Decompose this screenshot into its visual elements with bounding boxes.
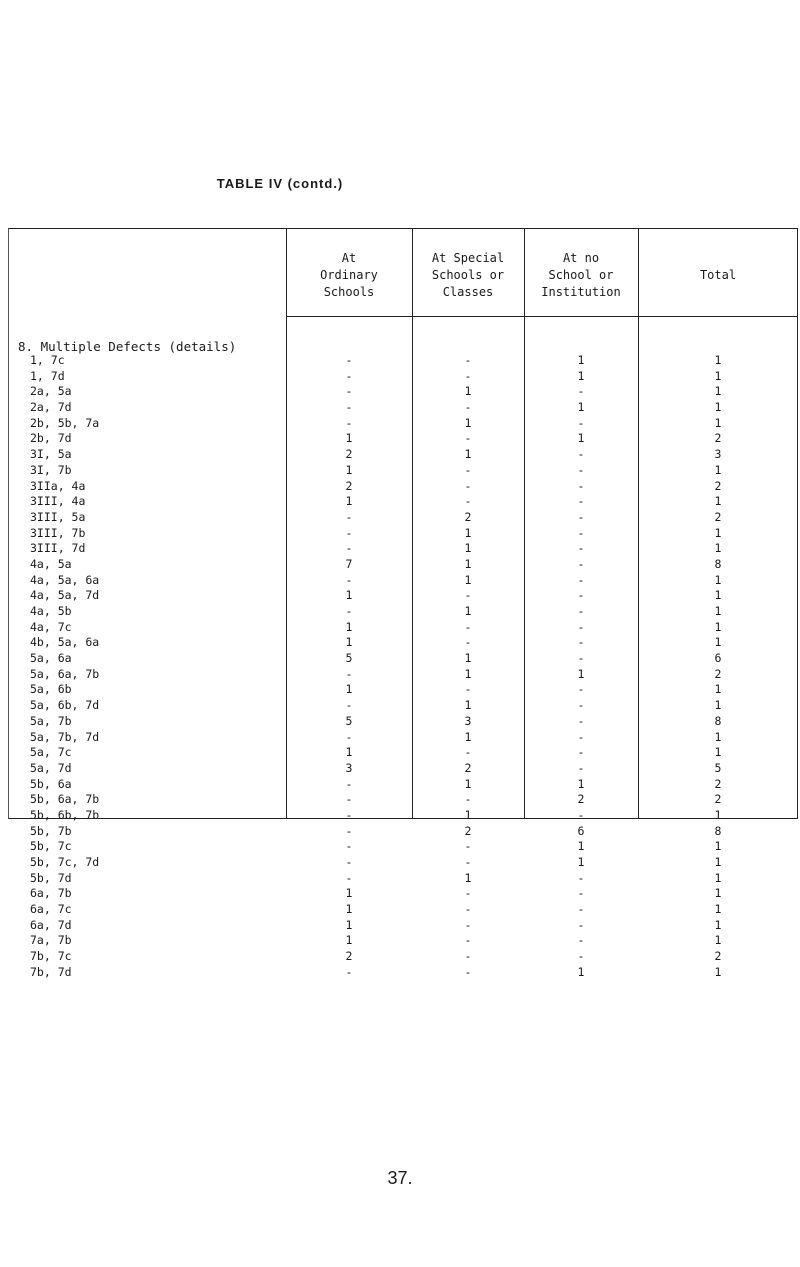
table-row — [0, 510, 800, 526]
row-label: 3III, 7b — [30, 525, 86, 540]
cell-special-schools: 1 — [464, 572, 472, 587]
column-header-line: Schools or — [431, 268, 505, 282]
cell-total: 1 — [714, 588, 722, 603]
cell-total: 1 — [714, 745, 722, 760]
row-label: 2a, 5a — [30, 384, 72, 399]
cell-ordinary-schools: - — [345, 698, 353, 713]
cell-ordinary-schools: - — [345, 384, 353, 399]
cell-total: 1 — [714, 839, 722, 854]
table-row — [0, 933, 800, 949]
cell-total: 1 — [714, 541, 722, 556]
cell-total: 1 — [714, 400, 722, 415]
cell-total: 1 — [714, 698, 722, 713]
table-row — [0, 745, 800, 761]
row-label: 5b, 6b, 7b — [30, 807, 100, 822]
table-row — [0, 667, 800, 683]
cell-special-schools: - — [464, 635, 472, 650]
table-row — [0, 824, 800, 840]
cell-ordinary-schools: - — [345, 776, 353, 791]
cell-ordinary-schools: - — [345, 823, 353, 838]
cell-total: 1 — [714, 353, 722, 367]
cell-special-schools: - — [464, 353, 472, 367]
table-row — [0, 431, 800, 447]
row-label: 7b, 7c — [30, 949, 72, 964]
row-label: 5b, 6a — [30, 776, 72, 791]
row-label: 4a, 5a, 6a — [30, 572, 100, 587]
row-label: 1, 7d — [30, 368, 65, 383]
cell-total: 2 — [714, 478, 722, 493]
table-row — [0, 400, 800, 416]
table-row — [0, 651, 800, 667]
cell-special-schools: 3 — [464, 713, 472, 728]
table-row — [0, 620, 800, 636]
cell-special-schools: - — [464, 478, 472, 493]
cell-no-school: - — [577, 635, 585, 650]
cell-ordinary-schools: 1 — [345, 494, 353, 509]
cell-total: 5 — [714, 760, 722, 775]
cell-ordinary-schools: - — [345, 964, 353, 979]
cell-total: 8 — [714, 556, 722, 571]
row-label: 5b, 7c, 7d — [30, 855, 100, 869]
table-row — [0, 447, 800, 463]
column-header-total — [638, 250, 798, 284]
cell-ordinary-schools: - — [345, 729, 353, 744]
cell-no-school: - — [577, 933, 585, 948]
cell-total: 2 — [714, 792, 722, 807]
table-row — [0, 526, 800, 542]
column-header-line: Total — [699, 268, 737, 282]
cell-total: 6 — [714, 651, 722, 666]
cell-total: 3 — [714, 447, 722, 462]
column-header-special-schools — [412, 250, 524, 301]
cell-ordinary-schools: - — [345, 525, 353, 540]
cell-no-school: - — [577, 462, 585, 477]
row-label: 5b, 7b — [30, 823, 72, 838]
cell-total: 1 — [714, 964, 722, 979]
table-row — [0, 839, 800, 855]
table-row — [0, 682, 800, 698]
cell-no-school: 1 — [577, 839, 585, 854]
table-row — [0, 761, 800, 777]
row-label: 2b, 7d — [30, 431, 72, 446]
row-label: 2a, 7d — [30, 400, 72, 415]
cell-no-school: 1 — [577, 353, 585, 367]
table-row — [0, 541, 800, 557]
cell-special-schools: 1 — [464, 870, 472, 885]
section-heading: 8. Multiple Defects (details) — [18, 339, 237, 354]
cell-total: 1 — [714, 415, 722, 430]
cell-total: 2 — [714, 509, 722, 524]
table-row — [0, 369, 800, 385]
cell-no-school: - — [577, 604, 585, 618]
table-row — [0, 479, 800, 495]
row-label: 5a, 7d — [30, 760, 72, 775]
table-row — [0, 808, 800, 824]
cell-no-school: - — [577, 447, 585, 462]
cell-no-school: - — [577, 651, 585, 666]
cell-no-school: - — [577, 698, 585, 713]
cell-special-schools: - — [464, 902, 472, 917]
cell-total: 1 — [714, 635, 722, 650]
cell-special-schools: 2 — [464, 509, 472, 524]
cell-special-schools: 1 — [464, 556, 472, 571]
cell-special-schools: 1 — [464, 651, 472, 666]
cell-total: 1 — [714, 682, 722, 697]
cell-no-school: 1 — [577, 964, 585, 979]
table-row — [0, 792, 800, 808]
cell-ordinary-schools: 2 — [345, 478, 353, 493]
cell-no-school: 1 — [577, 776, 585, 791]
table-row — [0, 573, 800, 589]
column-header-line: At Special — [431, 251, 505, 265]
cell-special-schools: - — [464, 462, 472, 477]
column-header-line: Ordinary — [320, 268, 378, 282]
row-label: 5b, 6a, 7b — [30, 792, 100, 807]
row-label: 4a, 5a, 7d — [30, 588, 100, 603]
cell-ordinary-schools: 7 — [345, 556, 353, 571]
cell-no-school: - — [577, 588, 585, 603]
cell-no-school: - — [577, 619, 585, 634]
table-row — [0, 714, 800, 730]
cell-total: 2 — [714, 949, 722, 964]
table-row — [0, 416, 800, 432]
column-header-line: At — [341, 251, 357, 265]
cell-ordinary-schools: 5 — [345, 713, 353, 728]
cell-ordinary-schools: 3 — [345, 760, 353, 775]
cell-special-schools: - — [464, 494, 472, 509]
cell-special-schools: 1 — [464, 776, 472, 791]
cell-no-school: - — [577, 902, 585, 917]
row-label: 3III, 4a — [30, 494, 86, 509]
cell-total: 8 — [714, 823, 722, 838]
cell-no-school: - — [577, 729, 585, 744]
cell-ordinary-schools: 1 — [345, 745, 353, 760]
cell-special-schools: 2 — [464, 760, 472, 775]
row-label: 3III, 5a — [30, 509, 86, 524]
page-title: TABLE IV (contd.) — [216, 176, 344, 191]
row-label: 1, 7c — [30, 353, 65, 367]
cell-no-school: 1 — [577, 368, 585, 383]
cell-ordinary-schools: - — [345, 604, 353, 618]
column-header-ordinary-schools — [286, 250, 412, 301]
table-row — [0, 353, 800, 369]
cell-ordinary-schools: 1 — [345, 902, 353, 917]
cell-ordinary-schools: - — [345, 353, 353, 367]
cell-no-school: - — [577, 870, 585, 885]
row-label: 6a, 7c — [30, 902, 72, 917]
cell-ordinary-schools: - — [345, 666, 353, 681]
row-label: 5b, 7c — [30, 839, 72, 854]
cell-ordinary-schools: - — [345, 368, 353, 383]
row-label: 5a, 7b, 7d — [30, 729, 100, 744]
cell-special-schools: 1 — [464, 415, 472, 430]
row-label: 4a, 5a — [30, 556, 72, 571]
cell-special-schools: 1 — [464, 384, 472, 399]
cell-no-school: 1 — [577, 431, 585, 446]
cell-no-school: - — [577, 415, 585, 430]
cell-ordinary-schools: 1 — [345, 886, 353, 901]
row-label: 2b, 5b, 7a — [30, 415, 100, 430]
cell-total: 1 — [714, 525, 722, 540]
cell-ordinary-schools: 1 — [345, 431, 353, 446]
cell-special-schools: - — [464, 792, 472, 807]
cell-ordinary-schools: 1 — [345, 619, 353, 634]
cell-ordinary-schools: - — [345, 855, 353, 869]
cell-no-school: - — [577, 384, 585, 399]
cell-special-schools: - — [464, 588, 472, 603]
cell-special-schools: 1 — [464, 698, 472, 713]
cell-no-school: - — [577, 713, 585, 728]
cell-total: 1 — [714, 855, 722, 869]
table-row — [0, 698, 800, 714]
table-row — [0, 949, 800, 965]
header-divider — [286, 316, 798, 317]
cell-total: 2 — [714, 666, 722, 681]
column-header-no-school — [524, 250, 638, 301]
cell-ordinary-schools: - — [345, 572, 353, 587]
cell-special-schools: - — [464, 368, 472, 383]
cell-total: 1 — [714, 886, 722, 901]
cell-special-schools: 1 — [464, 447, 472, 462]
cell-no-school: 1 — [577, 855, 585, 869]
row-label: 5a, 7c — [30, 745, 72, 760]
cell-ordinary-schools: 5 — [345, 651, 353, 666]
table-row — [0, 918, 800, 934]
cell-special-schools: 1 — [464, 525, 472, 540]
table-row — [0, 588, 800, 604]
cell-total: 1 — [714, 604, 722, 618]
cell-no-school: - — [577, 494, 585, 509]
table-body — [0, 353, 800, 981]
row-label: 4a, 7c — [30, 619, 72, 634]
table-row — [0, 730, 800, 746]
row-label: 3I, 7b — [30, 462, 72, 477]
cell-no-school: - — [577, 556, 585, 571]
cell-special-schools: - — [464, 917, 472, 932]
cell-special-schools: - — [464, 682, 472, 697]
cell-special-schools: 1 — [464, 807, 472, 822]
cell-total: 1 — [714, 494, 722, 509]
cell-total: 1 — [714, 917, 722, 932]
cell-special-schools: - — [464, 619, 472, 634]
table-row — [0, 777, 800, 793]
cell-ordinary-schools: 1 — [345, 933, 353, 948]
cell-ordinary-schools: - — [345, 839, 353, 854]
table-row — [0, 965, 800, 981]
cell-ordinary-schools: 1 — [345, 588, 353, 603]
cell-no-school: 6 — [577, 823, 585, 838]
cell-no-school: 2 — [577, 792, 585, 807]
cell-total: 1 — [714, 870, 722, 885]
cell-ordinary-schools: - — [345, 509, 353, 524]
cell-total: 1 — [714, 933, 722, 948]
table-row — [0, 886, 800, 902]
cell-no-school: - — [577, 572, 585, 587]
table-row — [0, 604, 800, 620]
table-row — [0, 463, 800, 479]
page-number: 37. — [387, 1168, 413, 1188]
column-header-line: Schools — [323, 285, 375, 299]
cell-ordinary-schools: - — [345, 792, 353, 807]
cell-total: 8 — [714, 713, 722, 728]
row-label: 5a, 7b — [30, 713, 72, 728]
table-row — [0, 902, 800, 918]
cell-special-schools: - — [464, 745, 472, 760]
cell-no-school: - — [577, 949, 585, 964]
cell-no-school: 1 — [577, 400, 585, 415]
row-label: 7a, 7b — [30, 933, 72, 948]
cell-total: 1 — [714, 368, 722, 383]
cell-ordinary-schools: 1 — [345, 635, 353, 650]
cell-special-schools: - — [464, 400, 472, 415]
cell-no-school: - — [577, 509, 585, 524]
row-label: 3III, 7d — [30, 541, 86, 556]
cell-ordinary-schools: 1 — [345, 462, 353, 477]
cell-no-school: - — [577, 682, 585, 697]
column-header-line — [638, 250, 798, 267]
cell-no-school: - — [577, 478, 585, 493]
cell-ordinary-schools: - — [345, 807, 353, 822]
cell-no-school: - — [577, 760, 585, 775]
cell-no-school: - — [577, 886, 585, 901]
column-header-line: At no — [562, 251, 600, 265]
cell-special-schools: 1 — [464, 666, 472, 681]
table-row — [0, 635, 800, 651]
cell-no-school: - — [577, 525, 585, 540]
cell-special-schools: - — [464, 431, 472, 446]
cell-special-schools: - — [464, 839, 472, 854]
cell-total: 1 — [714, 807, 722, 822]
row-label: 5b, 7d — [30, 870, 72, 885]
cell-special-schools: - — [464, 886, 472, 901]
row-label: 6a, 7b — [30, 886, 72, 901]
cell-ordinary-schools: 1 — [345, 917, 353, 932]
cell-special-schools: 2 — [464, 823, 472, 838]
row-label: 6a, 7d — [30, 917, 72, 932]
cell-total: 1 — [714, 462, 722, 477]
cell-ordinary-schools: 2 — [345, 447, 353, 462]
cell-special-schools: - — [464, 949, 472, 964]
cell-no-school: - — [577, 807, 585, 822]
cell-special-schools: - — [464, 855, 472, 869]
cell-total: 1 — [714, 572, 722, 587]
cell-no-school: - — [577, 541, 585, 556]
cell-special-schools: 1 — [464, 729, 472, 744]
cell-ordinary-schools: - — [345, 541, 353, 556]
cell-ordinary-schools: - — [345, 870, 353, 885]
cell-special-schools: 1 — [464, 604, 472, 618]
row-label: 3IIa, 4a — [30, 478, 86, 493]
cell-no-school: - — [577, 745, 585, 760]
cell-total: 1 — [714, 384, 722, 399]
column-header-line: Institution — [541, 285, 621, 299]
row-label: 5a, 6a — [30, 651, 72, 666]
row-label: 5a, 6b — [30, 682, 72, 697]
column-header-line: School or — [548, 268, 614, 282]
column-header-line: Classes — [442, 285, 494, 299]
cell-total: 1 — [714, 902, 722, 917]
cell-ordinary-schools: 1 — [345, 682, 353, 697]
cell-total: 1 — [714, 729, 722, 744]
table-row — [0, 494, 800, 510]
cell-special-schools: - — [464, 964, 472, 979]
table-row — [0, 384, 800, 400]
cell-total: 2 — [714, 776, 722, 791]
row-label: 4b, 5a, 6a — [30, 635, 100, 650]
cell-no-school: - — [577, 917, 585, 932]
row-label: 5a, 6a, 7b — [30, 666, 100, 681]
row-label: 5a, 6b, 7d — [30, 698, 100, 713]
table-row — [0, 871, 800, 887]
row-label: 7b, 7d — [30, 964, 72, 979]
cell-total: 2 — [714, 431, 722, 446]
cell-special-schools: - — [464, 933, 472, 948]
cell-ordinary-schools: - — [345, 400, 353, 415]
row-label: 4a, 5b — [30, 604, 72, 618]
cell-total: 1 — [714, 619, 722, 634]
cell-special-schools: 1 — [464, 541, 472, 556]
table-row — [0, 557, 800, 573]
cell-no-school: 1 — [577, 666, 585, 681]
cell-ordinary-schools: 2 — [345, 949, 353, 964]
cell-ordinary-schools: - — [345, 415, 353, 430]
row-label: 3I, 5a — [30, 447, 72, 462]
table-row — [0, 855, 800, 871]
